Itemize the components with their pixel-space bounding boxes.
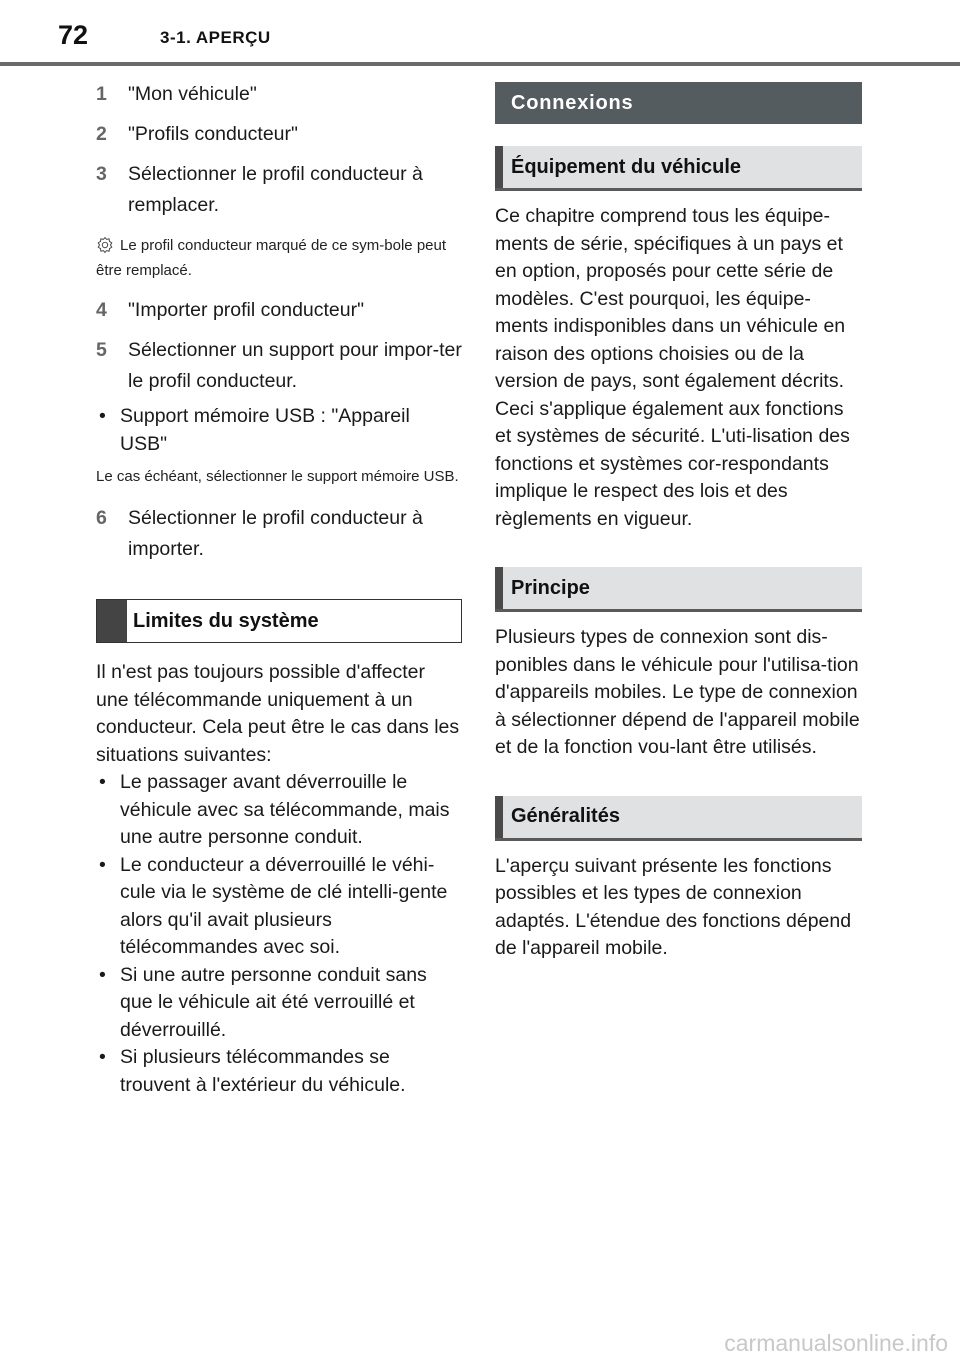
- generalites-heading: [495, 796, 862, 841]
- list-item-text: Le conducteur a déverrouillé le véhi-cule via le système de clé intelli-gente alors qu'il avait plusieurs télécommandes avec soi.: [120, 853, 448, 958]
- small-note: Le cas échéant, sélectionner le support mémoire USB.: [96, 468, 459, 485]
- step-number: 1: [96, 83, 107, 105]
- connexions-heading: Connexions: [495, 82, 862, 124]
- right-column: [495, 82, 862, 963]
- step-text: "Importer profil conducteur": [128, 299, 365, 321]
- step-number: 6: [96, 507, 107, 529]
- step-number: 3: [96, 163, 107, 185]
- principe-heading: [495, 567, 862, 612]
- bullet-mark: •: [99, 853, 106, 876]
- list-item: [96, 769, 462, 852]
- left-column: [96, 70, 462, 1099]
- step-item: [96, 79, 462, 110]
- heading-text: Équipement du véhicule: [511, 155, 742, 178]
- page-header: [0, 0, 960, 68]
- principe-text: Plusieurs types de connexion sont dis-ponibles dans le véhicule pour l'utilisa-tion d'appareils mobiles. Le type de connexion à sélectionner dépend de l'appareil mobile et de la fonction vou-lant être utilisés.: [495, 626, 860, 758]
- step-text: Sélectionner le profil conducteur à remplacer.: [128, 163, 423, 216]
- step-item: [96, 119, 462, 150]
- heading-bar: [495, 146, 503, 188]
- note-text: Le profil conducteur marqué de ce sym-bole peut être remplacé.: [96, 237, 447, 279]
- list-item-text: Si une autre personne conduit sans que le véhicule ait été verrouillé et déverrouillé.: [120, 963, 427, 1041]
- bullet-mark: •: [99, 405, 106, 427]
- step-text: "Profils conducteur": [128, 123, 298, 145]
- list-item: [96, 403, 462, 458]
- heading-text: Limites du système: [133, 609, 319, 632]
- step-text: Sélectionner un support pour impor-ter le profil conducteur.: [128, 339, 462, 392]
- heading-text: Principe: [511, 576, 590, 599]
- step-item: [96, 295, 462, 326]
- step-item: [96, 503, 462, 565]
- section-title: 3-1. APERÇU: [160, 28, 271, 47]
- step-number: 4: [96, 299, 107, 321]
- watermark: carmanualsonline.info: [724, 1330, 948, 1356]
- equipment-text: Ce chapitre comprend tous les équipe-ments de série, spécifiques à un pays et en option, proposés pour cette série de modèles. C'est pourquoi, les équipe-ments indisponibles dans un véhicule en raison des options choisies ou de la version de pays, sont également décrits. Ceci s'applique également aux fonctions et systèmes de sécurité. L'uti-lisation des fonctions et systèmes cor-respondants implique le respect des lois et des règlements en vigueur.: [495, 205, 850, 530]
- gear-icon: [96, 236, 114, 260]
- bullet-mark: •: [99, 1046, 106, 1068]
- bullet-mark: •: [99, 771, 106, 793]
- step-number: 2: [96, 123, 107, 145]
- equipment-heading: [495, 146, 862, 191]
- step-number: 5: [96, 339, 107, 361]
- list-item-text: Si plusieurs télécommandes se trouvent à l'extérieur du véhicule.: [120, 1046, 406, 1096]
- header-divider: [0, 62, 960, 66]
- limits-heading: [96, 599, 462, 643]
- heading-text: Généralités: [511, 805, 620, 827]
- heading-bar: [97, 600, 127, 642]
- list-item: [96, 852, 462, 962]
- list-item-text: Le passager avant déverrouille le véhicule avec sa télécommande, mais une autre personne conduit.: [120, 771, 450, 848]
- step-text: Sélectionner le profil conducteur à importer.: [128, 507, 423, 560]
- note: [96, 235, 462, 281]
- list-item: [96, 962, 462, 1045]
- limits-intro: Il n'est pas toujours possible d'affecter une télécommande uniquement à un conducteur. Cela peut être le cas dans les situations suivantes:: [96, 661, 460, 766]
- page-number: 72: [58, 20, 89, 50]
- list-item-text: Support mémoire USB : "Appareil USB": [120, 405, 410, 455]
- heading-bar: [495, 796, 503, 838]
- step-item: [96, 159, 462, 221]
- step-item: [96, 335, 462, 397]
- step-text: "Mon véhicule": [128, 83, 257, 105]
- heading-bar: [495, 567, 503, 609]
- list-item: [96, 1044, 462, 1099]
- bullet-mark: •: [99, 963, 106, 986]
- generalites-text: L'aperçu suivant présente les fonctions possibles et les types de connexion adaptés. L'étendue des fonctions dépend de l'appareil mobile.: [495, 854, 852, 959]
